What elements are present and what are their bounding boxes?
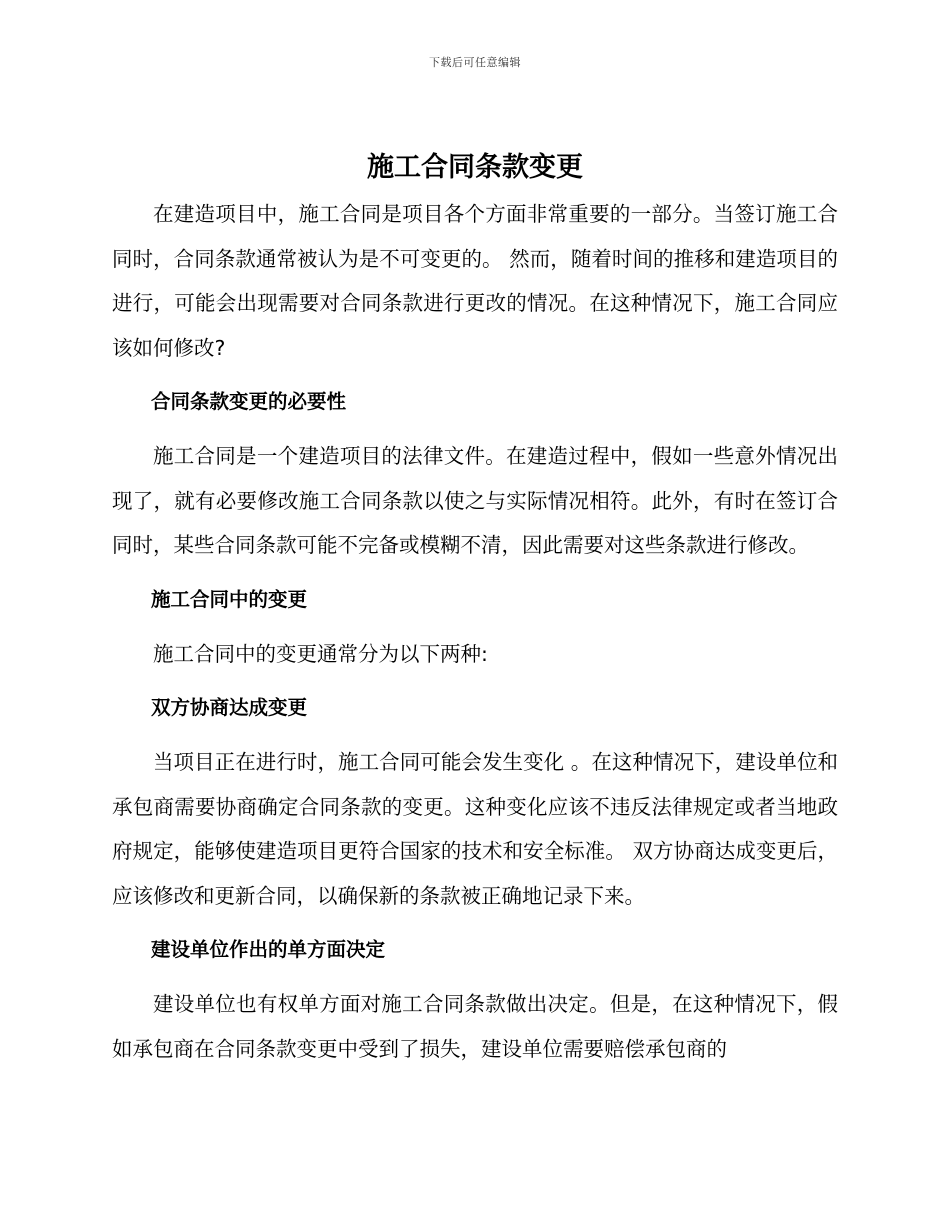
section-heading-unilateral: 建设单位作出的单方面决定 — [151, 938, 386, 961]
section-heading-necessity: 合同条款变更的必要性 — [151, 390, 347, 413]
document-title: 施工合同条款变更 — [367, 152, 583, 183]
mutual-paragraph: 当项目正在进行时，施工合同可能会发生变化 。在这种情况下，建设单位和承包商需要协商确定合同条款的变更。这种变化应该不违反法律规定或者当地政府规定，能够使建造项目更符合国家的技术和安全标准。 双方协商达成变更后，应该修改和更新合同，以确保新的条款被正确地记录下来。 — [112, 750, 838, 908]
section-heading-changes: 施工合同中的变更 — [151, 587, 308, 611]
section-heading-mutual: 双方协商达成变更 — [151, 696, 308, 719]
necessity-paragraph: 施工合同是一个建造项目的法律文件。在建造过程中，假如一些意外情况出现了，就有必要修改施工合同条款以使之与实际情况相符。此外，有时在签订合同时，某些合同条款可能不完备或模糊不清，因此需要对这些条款进行修改。 — [112, 444, 838, 557]
header-note: 下载后可任意编辑 — [429, 56, 521, 69]
intro-paragraph: 在建造项目中，施工合同是项目各个方面非常重要的一部分。当签订施工合同时，合同条款通常被认为是不可变更的。 然而，随着时间的推移和建造项目的进行，可能会出现需要对合同条款进行更改的情况。在这种情况下，施工合同应该如何修改? — [112, 202, 838, 360]
unilateral-paragraph: 建设单位也有权单方面对施工合同条款做出决定。但是，在这种情况下，假如承包商在合同条款变更中受到了损失，建设单位需要赔偿承包商的 — [112, 992, 838, 1061]
changes-paragraph: 施工合同中的变更通常分为以下两种: — [153, 641, 488, 666]
document-body — [112, 192, 838, 1071]
